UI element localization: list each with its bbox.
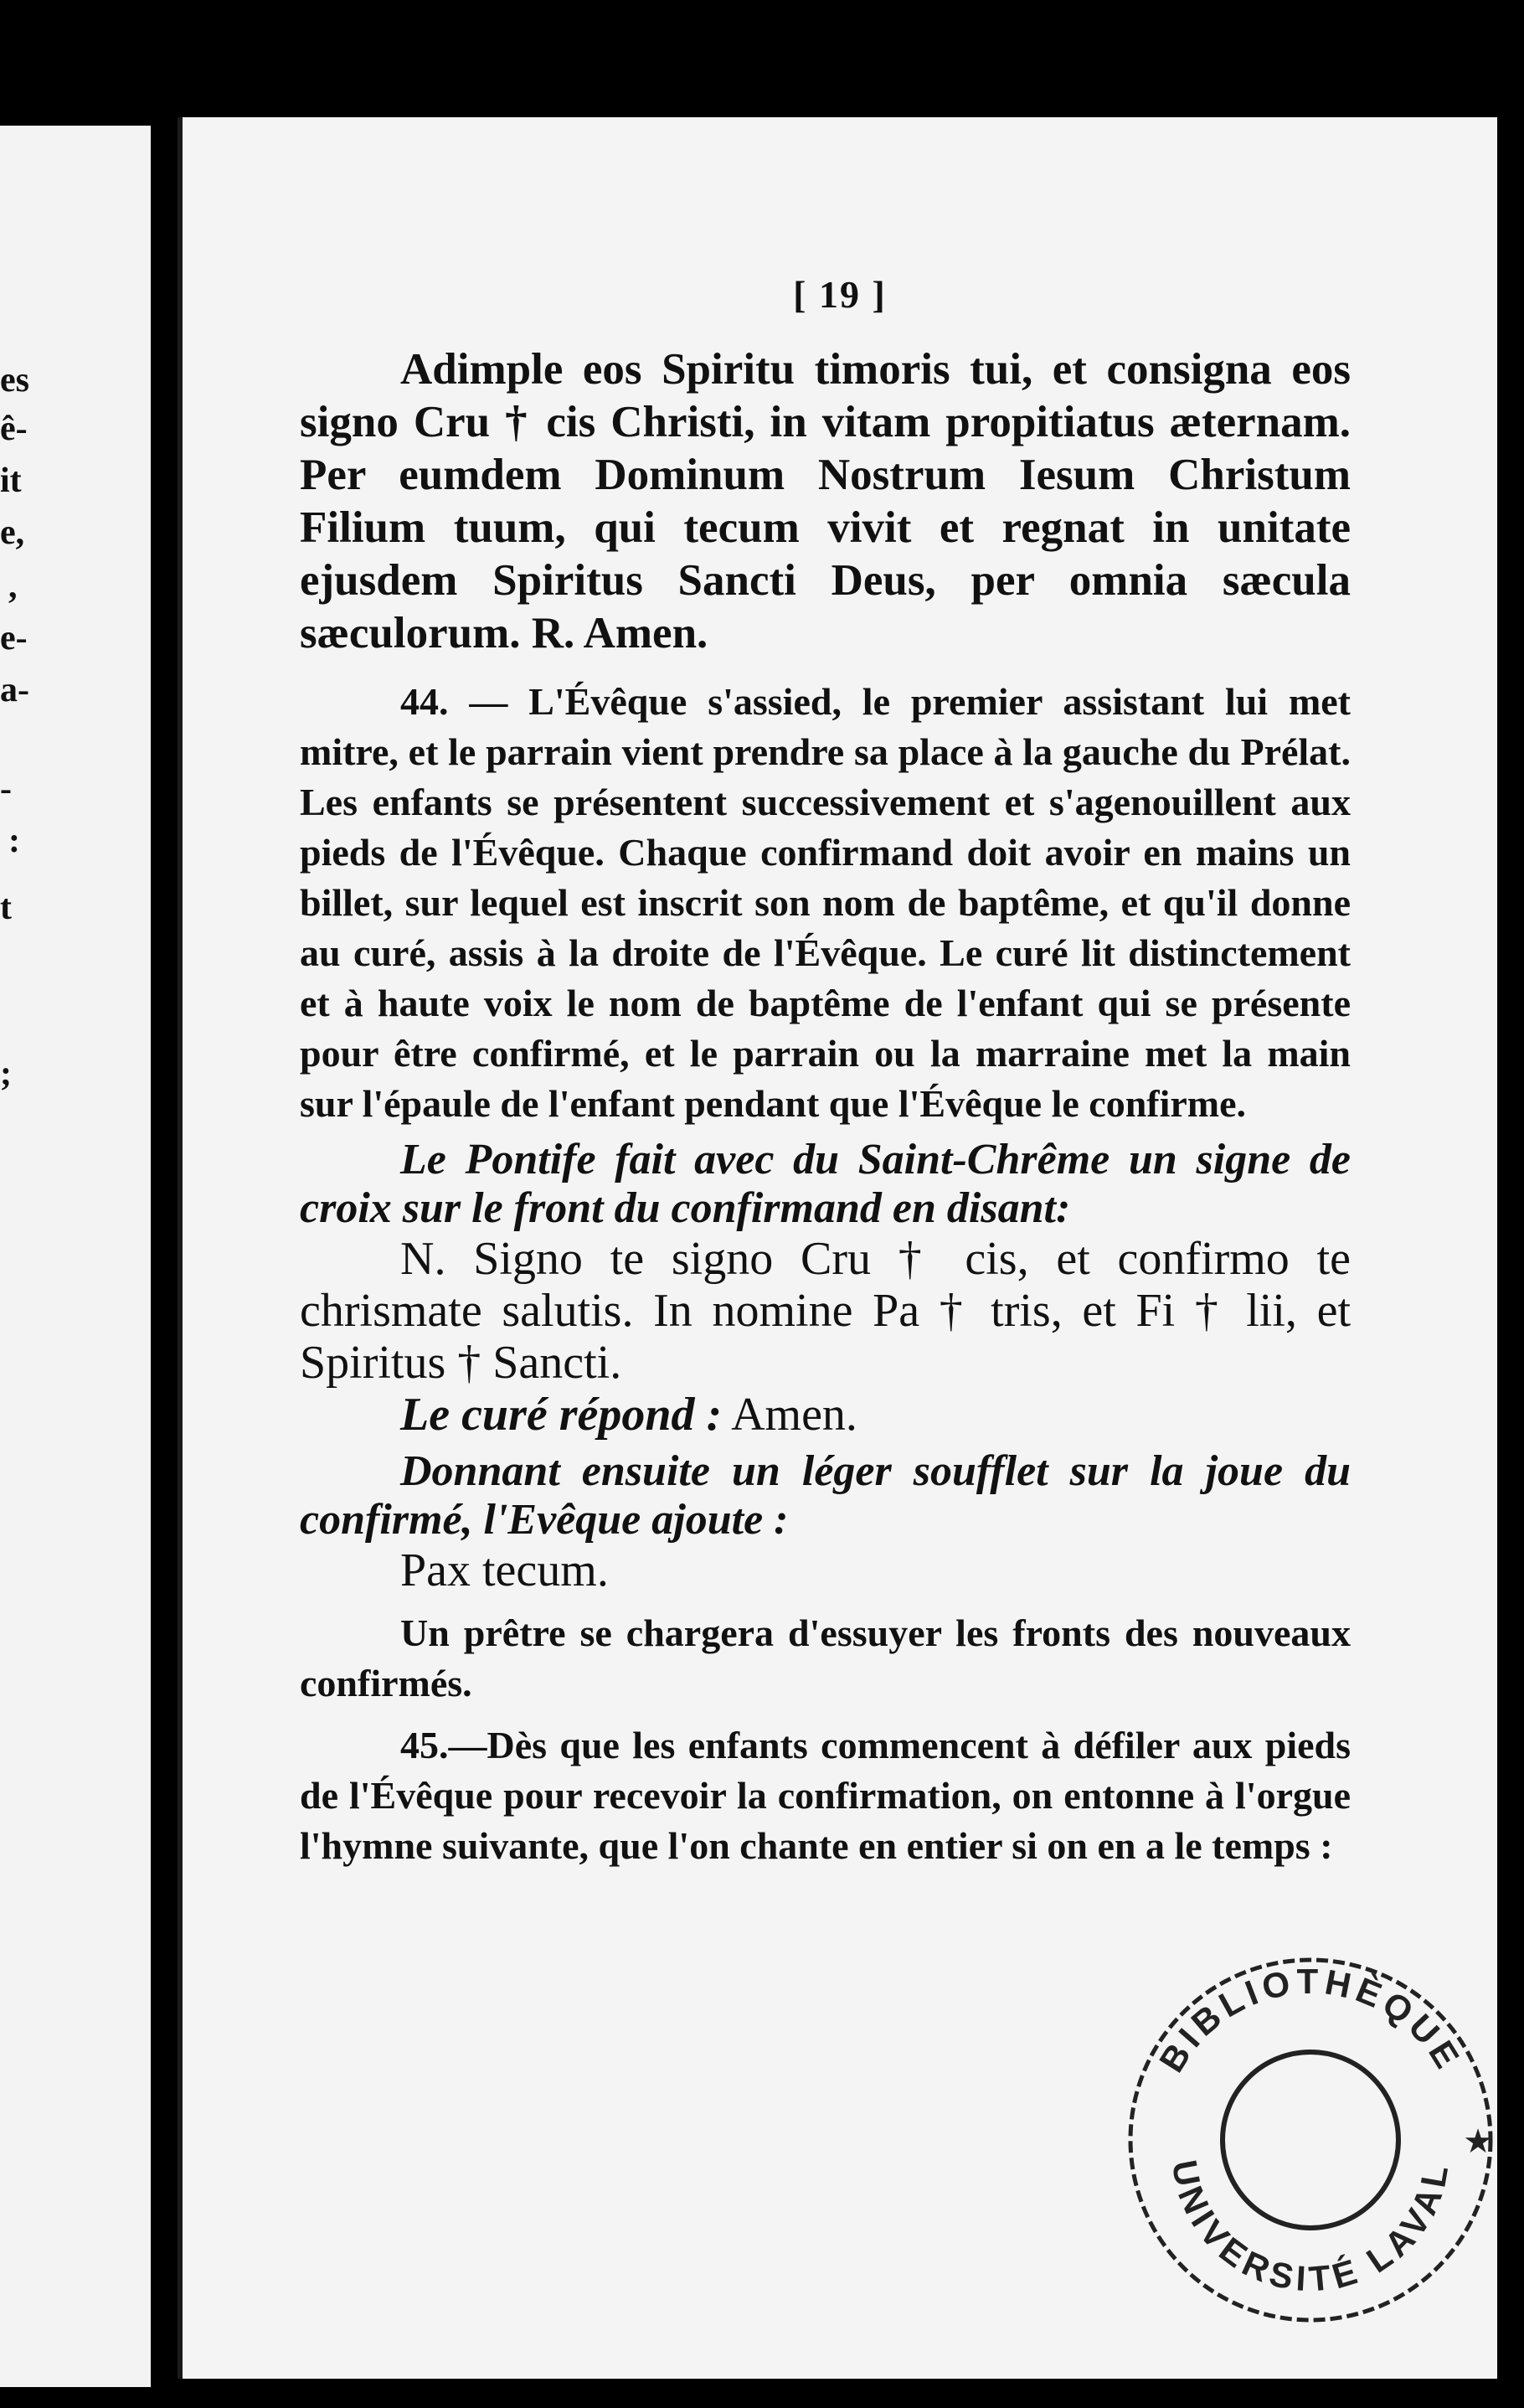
paragraph-45: 45.—Dès que les enfants commencent à défiler aux pieds de l'Évêque pour recevoir la confirmation, on entonne à l'orgue l'hymne suivante, que l'on chante en entier si on en a le temps : (300, 1724, 1351, 1867)
cure-response (300, 1389, 1351, 1441)
cure-response-label: Le curé répond : (400, 1389, 723, 1441)
left-page-fragment: t (0, 889, 12, 927)
prayer-paragraph (300, 343, 1351, 660)
stamp-star-icon: ★ (1463, 2122, 1493, 2161)
left-page-fragment: ê- (0, 410, 28, 448)
cure-response-text: Amen. (731, 1389, 857, 1441)
left-page-fragment: : (8, 822, 20, 860)
stamp-inner-ring (1223, 2052, 1398, 2228)
page-body (300, 343, 1351, 1871)
left-page-fragment: - (0, 770, 12, 808)
rubric-soufflet: Donnant ensuite un léger soufflet sur la joue du confirmé, l'Evêque ajoute : (300, 1447, 1351, 1544)
priest-note: Un prêtre se chargera d'essuyer les fronts des nouveaux confirmés. (300, 1611, 1351, 1704)
library-stamp (1114, 1943, 1507, 2337)
left-page-fragment: a- (0, 671, 29, 709)
prayer-response: R. Amen. (531, 609, 708, 657)
stamp-text-top: BIBLIOTHÈQUE (1151, 1961, 1470, 2080)
left-page-edge (0, 126, 151, 2387)
left-page-fragment: e, (0, 513, 25, 552)
left-page-fragment: e- (0, 619, 28, 657)
confirmation-formula: N. Signo te signo Cru † cis, et confirmo te chrismate salutis. In nomine Pa † tris, et Fi † lii, et Spiritus † Sancti. (300, 1233, 1351, 1389)
stamp-text-bottom: UNIVERSITÉ LAVAL (1164, 2157, 1457, 2299)
left-page-fragment: ; (0, 1054, 12, 1093)
left-page-fragment: it (0, 461, 22, 500)
left-page-fragment: , (8, 567, 18, 606)
pax-tecum: Pax tecum. (400, 1544, 609, 1596)
prayer-text: Adimple eos Spiritu timoris tui, et consigna eos signo Cru † cis Christi, in vitam propitiatus æternam. Per eumdem Dominum Nostrum Iesum Christum Filium tuum, qui tecum vivit et regnat in unitate ejusdem Spiritus Sancti Deus, per omnia sæcula sæculorum. (300, 345, 1351, 657)
paragraph-44: 44. — L'Évêque s'assied, le premier assistant lui met mitre, et le parrain vient prendre sa place à la gauche du Prélat. Les enfants se présentent successivement et s'agenouillent aux pieds de l'Évêque. Chaque confirmand doit avoir en mains un billet, sur lequel est inscrit son nom de baptême, et qu'il donne au curé, assis à la droite de l'Évêque. Le curé lit distinctement et à haute voix le nom de baptême de l'enfant qui se présente pour être confirmé, et le parrain ou la marraine met la main sur l'épaule de l'enfant pendant que l'Évêque le confirme. (300, 680, 1351, 1125)
left-page-fragment: es (0, 361, 29, 400)
left-page-strip (0, 0, 172, 2408)
rubric-pontife: Le Pontife fait avec du Saint-Chrême un signe de croix sur le front du confirmand en disant: (300, 1136, 1351, 1232)
page-number: [ 19 ] (793, 273, 887, 316)
